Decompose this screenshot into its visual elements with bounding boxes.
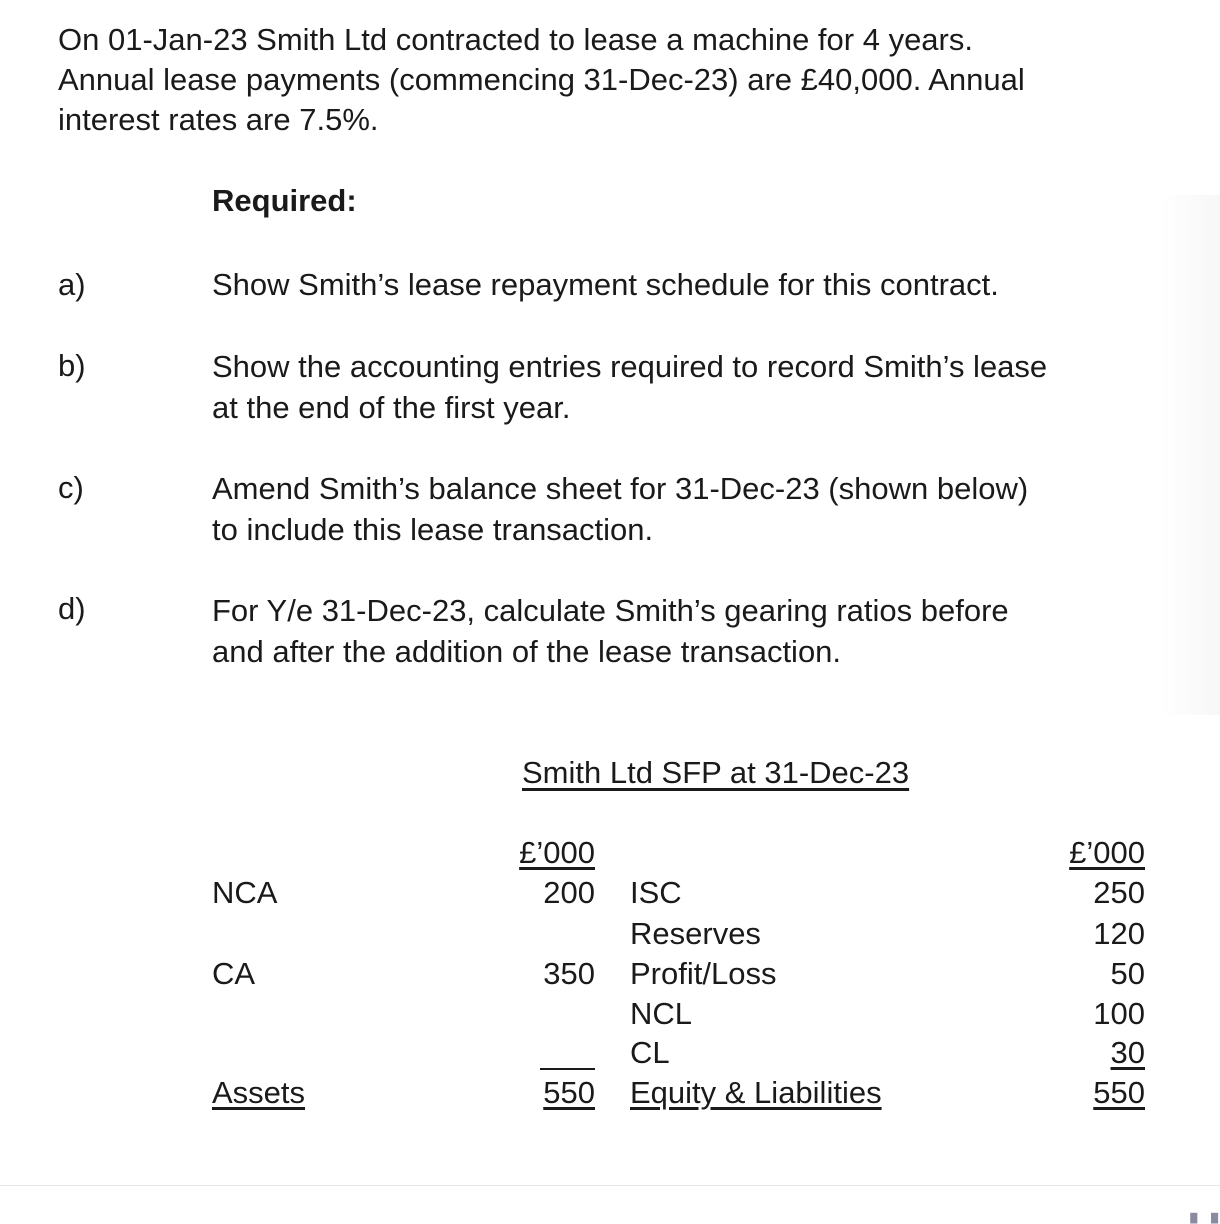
sfp-left-unit-header: £’000 xyxy=(519,835,595,870)
question-d-text xyxy=(212,590,1009,672)
sfp-liabilities-total-label: Equity & Liabilities xyxy=(630,1075,882,1110)
intro-paragraph xyxy=(58,20,1178,140)
question-a-line-1: Show Smith’s lease repayment schedule for this contract. xyxy=(212,267,999,302)
intro-line-1: On 01-Jan-23 Smith Ltd contracted to lease a machine for 4 years. xyxy=(58,22,973,57)
sfp-liability-value: 120 xyxy=(1093,916,1145,951)
question-d-letter: d) xyxy=(58,591,86,626)
sfp-liability-label: Reserves xyxy=(630,916,761,951)
required-heading: Required: xyxy=(212,183,357,218)
sfp-assets-total-rule xyxy=(540,1068,595,1070)
sfp-liability-value: 50 xyxy=(1110,956,1145,991)
question-d-line-1: For Y/e 31-Dec-23, calculate Smith’s gearing ratios before xyxy=(212,593,1009,628)
question-a-letter: a) xyxy=(58,267,86,302)
sfp-asset-value: 350 xyxy=(543,956,595,991)
question-b-text xyxy=(212,346,1047,428)
sfp-assets-total-value: 550 xyxy=(543,1075,595,1110)
sfp-title: Smith Ltd SFP at 31-Dec-23 xyxy=(522,755,910,790)
background-panel xyxy=(1160,195,1220,715)
sfp-right-unit-header: £’000 xyxy=(1069,835,1145,870)
footer-divider xyxy=(0,1185,1220,1186)
question-c-letter: c) xyxy=(58,470,84,505)
question-b-line-2: at the end of the first year. xyxy=(212,390,571,425)
sfp-asset-label: NCA xyxy=(212,875,278,910)
sfp-liability-value: 100 xyxy=(1093,996,1145,1031)
sfp-asset-value: 200 xyxy=(543,875,595,910)
sfp-assets-total-label: Assets xyxy=(212,1075,306,1110)
question-d-line-2: and after the addition of the lease transaction. xyxy=(212,634,842,669)
question-c-line-2: to include this lease transaction. xyxy=(212,512,654,547)
intro-line-2: Annual lease payments (commencing 31-Dec-23) are £40,000. Annual xyxy=(58,62,1025,97)
intro-line-3: interest rates are 7.5%. xyxy=(58,102,379,137)
sfp-liability-label: CL xyxy=(630,1035,670,1070)
sfp-liability-value: 250 xyxy=(1093,875,1145,910)
question-a-text xyxy=(212,264,999,305)
question-b-line-1: Show the accounting entries required to record Smith’s lease xyxy=(212,349,1048,384)
sfp-asset-label: CA xyxy=(212,956,256,991)
question-c-line-1: Amend Smith’s balance sheet for 31-Dec-23 (shown below) xyxy=(212,471,1029,506)
sfp-liability-label: ISC xyxy=(630,875,682,910)
resize-grip-icon: ▖▗ xyxy=(1190,1203,1218,1224)
sfp-liabilities-total-value: 550 xyxy=(1093,1075,1145,1110)
question-c-text xyxy=(212,468,1028,550)
sfp-liability-label: Profit/Loss xyxy=(630,956,777,991)
sfp-liability-label: NCL xyxy=(630,996,693,1031)
sfp-liability-value: 30 xyxy=(1110,1035,1145,1070)
question-b-letter: b) xyxy=(58,348,86,383)
